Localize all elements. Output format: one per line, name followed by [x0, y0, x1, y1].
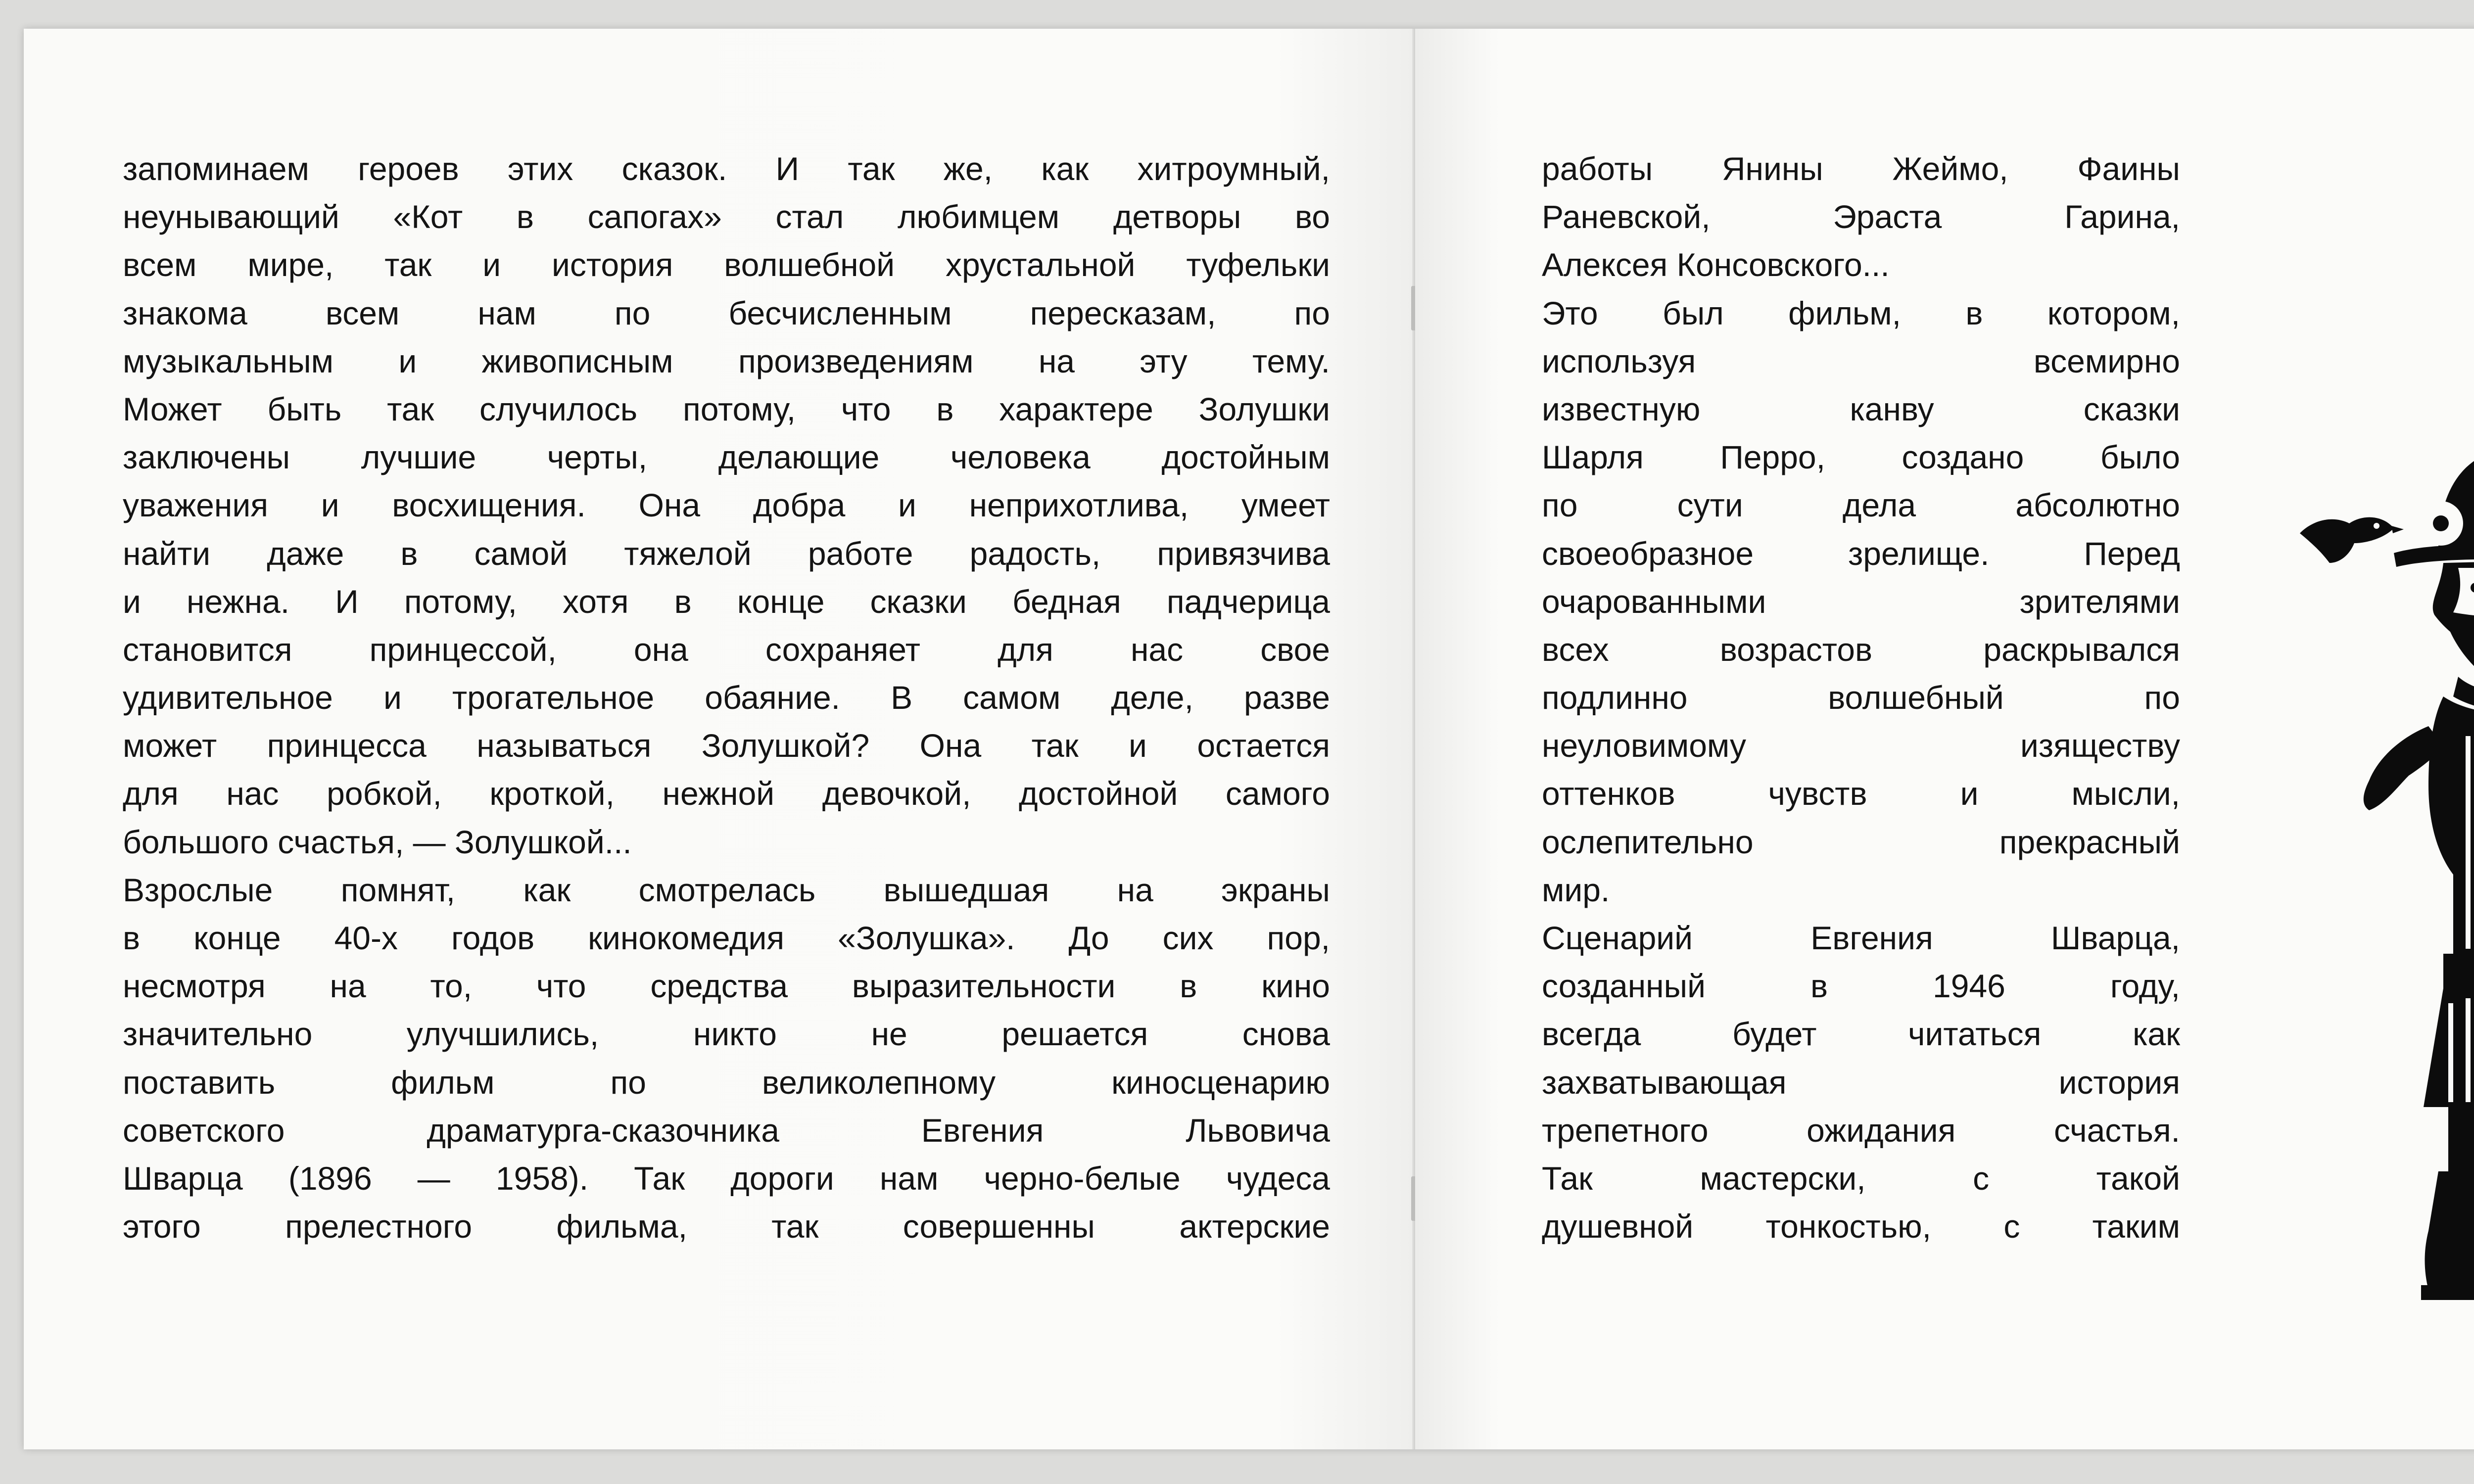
- text-line: становится принцессой, она сохраняет для нас свое: [123, 631, 1330, 668]
- text-line: подлинно волшебный по: [1542, 679, 2180, 716]
- text-line: Так мастерски, с такой: [1542, 1159, 2180, 1197]
- text-line: всем мире, так и история волшебной хрустальной туфельки: [123, 246, 1330, 283]
- text-line: известную канву сказки: [1542, 390, 2180, 427]
- text-line: мир.: [1542, 871, 1610, 908]
- text-line: Сценарий Евгения Шварца,: [1542, 920, 2180, 956]
- text-line: знакома всем нам по бесчисленным пересказам, по: [123, 294, 1330, 331]
- text-line: Раневской, Эраста Гарина,: [1542, 198, 2180, 235]
- right-page-text: [1542, 145, 2180, 1251]
- text-line: созданный в 1946 году,: [1542, 968, 2180, 1005]
- text-line: неунывающий «Кот в сапогах» стал любимцем детворы во: [123, 198, 1330, 235]
- text-line: музыкальным и живописным произведениям на эту тему.: [123, 342, 1330, 379]
- bird-shape: [2300, 517, 2394, 563]
- text-line: Алексея Консовского...: [1542, 246, 1890, 283]
- text-line: трепетного ожидания счастья.: [1542, 1112, 2180, 1149]
- text-line: Шварца (1896 — 1958). Так дороги нам черно-белые чудеса: [123, 1159, 1330, 1197]
- text-line: Шарля Перро, создано было: [1542, 439, 2180, 476]
- text-line: Может быть так случилось потому, что в характере Золушки: [123, 390, 1330, 427]
- text-line: захватывающая история: [1542, 1064, 2180, 1101]
- text-line: в конце 40-х годов кинокомедия «Золушка». До сих пор,: [123, 920, 1330, 956]
- hunter-illustration: [2280, 419, 2474, 1345]
- text-line: советского драматурга-сказочника Евгения Львовича: [123, 1112, 1330, 1149]
- text-line: по сути дела абсолютно: [1542, 487, 2180, 524]
- text-line: всех возрастов раскрывался: [1542, 631, 2180, 668]
- text-line: уважения и восхищения. Она добра и неприхотлива, умеет: [123, 487, 1330, 524]
- booklet-spread: [24, 29, 2474, 1449]
- text-line: и нежна. И потому, хотя в конце сказки бедная падчерица: [123, 583, 1330, 620]
- text-line: душевной тонкостью, с таким: [1542, 1208, 2180, 1245]
- text-line: работы Янины Жеймо, Фаины: [1542, 150, 2180, 187]
- text-line: для нас робкой, кроткой, нежной девочкой, достойной самого: [123, 775, 1330, 812]
- text-line: Это был фильм, в котором,: [1542, 294, 2180, 331]
- text-line: Взрослые помнят, как смотрелась вышедшая на экраны: [123, 871, 1330, 908]
- text-line: поставить фильм по великолепному киносценарию: [123, 1064, 1330, 1101]
- text-line: своеобразное зрелище. Перед: [1542, 535, 2180, 572]
- text-line: заключены лучшие черты, делающие человека достойным: [123, 439, 1330, 476]
- text-line: всегда будет читаться как: [1542, 1016, 2180, 1053]
- text-line: неуловимому изяществу: [1542, 727, 2180, 764]
- text-line: очарованными зрителями: [1542, 583, 2180, 620]
- left-page: [24, 29, 1415, 1449]
- text-line: большого счастья, — Золушкой...: [123, 823, 632, 860]
- text-line: оттенков чувств и мысли,: [1542, 775, 2180, 812]
- text-line: может принцесса называться Золушкой? Она так и остается: [123, 727, 1330, 764]
- text-line: этого прелестного фильма, так совершенны актерские: [123, 1208, 1330, 1245]
- text-line: используя всемирно: [1542, 342, 2180, 379]
- text-line: найти даже в самой тяжелой работе радость, привязчива: [123, 535, 1330, 572]
- text-line: ослепительно прекрасный: [1542, 823, 2180, 860]
- text-line: удивительное и трогательное обаяние. В самом деле, разве: [123, 679, 1330, 716]
- text-line: запоминаем героев этих сказок. И так же, как хитроумный,: [123, 150, 1330, 187]
- text-line: значительно улучшились, никто не решается снова: [123, 1016, 1330, 1053]
- left-page-text: [123, 145, 1330, 1251]
- text-line: несмотря на то, что средства выразительности в кино: [123, 968, 1330, 1005]
